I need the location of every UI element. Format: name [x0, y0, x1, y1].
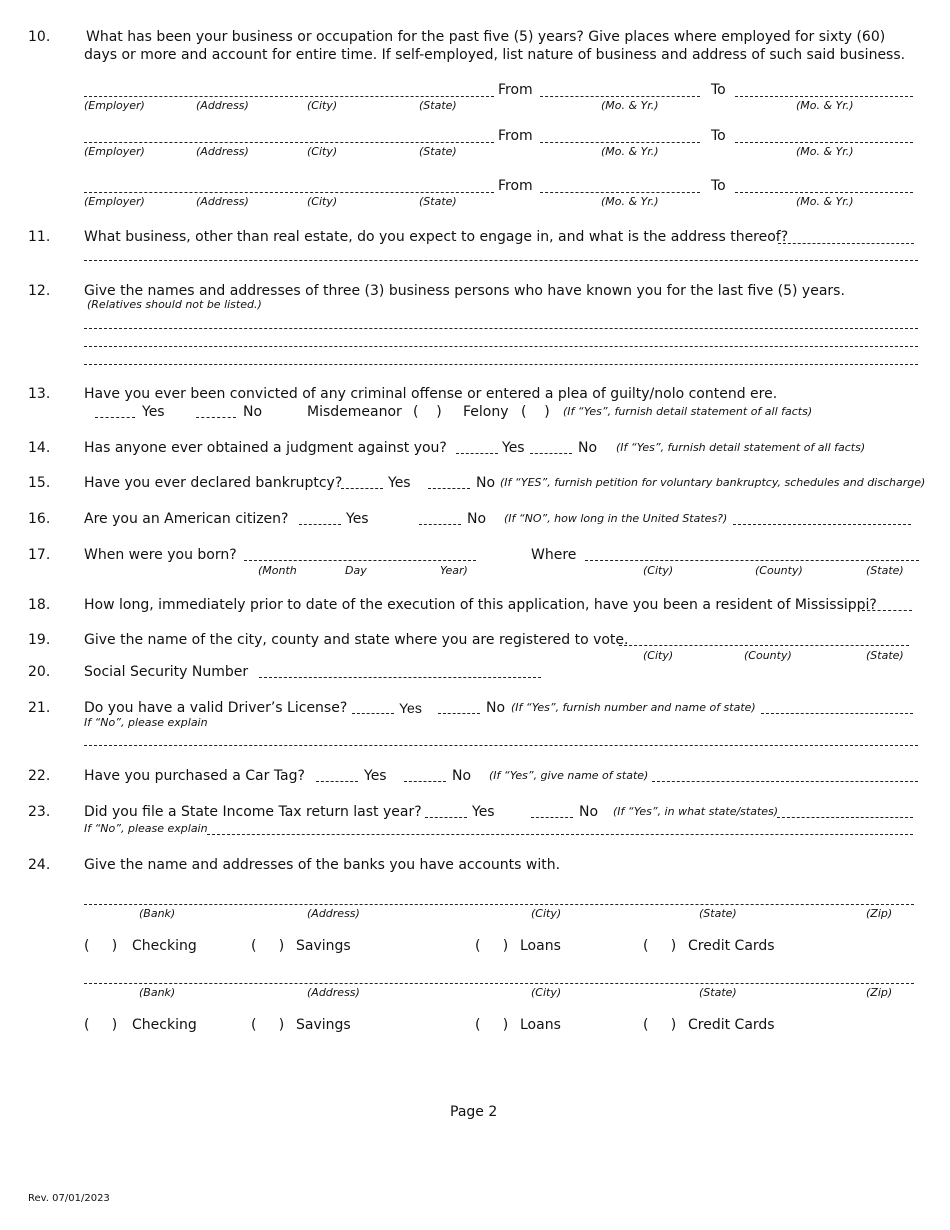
page-number: Page 2	[450, 1104, 498, 1120]
q12-note: (Relatives should not be listed.)	[87, 298, 262, 311]
moyr-caption: (Mo. & Yr.)	[601, 195, 659, 208]
q23-explain: If “No”, please explain	[84, 822, 208, 835]
address-caption: (Address)	[307, 986, 360, 999]
savings-checkbox[interactable]: ( )	[251, 938, 285, 954]
employer-caption: (Employer)	[84, 99, 145, 112]
tax-state-field[interactable]	[777, 817, 913, 818]
employer-caption: (Employer)	[84, 195, 145, 208]
state-caption: (State)	[866, 649, 904, 662]
address-caption: (Address)	[196, 195, 249, 208]
to-field-3[interactable]	[735, 192, 913, 193]
state-caption: (State)	[419, 99, 457, 112]
misdemeanor-checkbox[interactable]: ( )	[413, 404, 442, 420]
moyr-caption: (Mo. & Yr.)	[796, 195, 854, 208]
credit-cards-checkbox[interactable]: ( )	[643, 1017, 677, 1033]
year-caption: Year)	[440, 564, 468, 577]
q24-number: 24.	[28, 857, 51, 873]
employer-field-2[interactable]	[84, 142, 494, 143]
where-label: Where	[531, 547, 577, 563]
q22-text: Have you purchased a Car Tag?	[84, 768, 305, 784]
bank-field-1[interactable]	[84, 904, 914, 905]
misdemeanor-label: Misdemeanor	[307, 404, 402, 420]
q12-field-1[interactable]	[84, 328, 918, 329]
q13-note: (If “Yes”, furnish detail statement of all facts)	[563, 405, 813, 418]
zip-caption: (Zip)	[866, 986, 893, 999]
loans-checkbox[interactable]: ( )	[475, 1017, 509, 1033]
loans-label: Loans	[520, 938, 561, 954]
no-label: No	[243, 404, 263, 420]
q14-no-blank[interactable]	[530, 453, 572, 454]
q13-number: 13.	[28, 386, 51, 402]
no-label: No	[578, 440, 598, 456]
city-caption: (City)	[531, 986, 562, 999]
checking-label: Checking	[132, 1017, 197, 1033]
address-caption: (Address)	[307, 907, 360, 920]
moyr-caption: (Mo. & Yr.)	[796, 99, 854, 112]
month-caption: (Month	[258, 564, 297, 577]
q10-number: 10.	[28, 29, 51, 45]
no-label: No	[476, 475, 496, 491]
q19-text: Give the name of the city, county and state where you are registered to vote.	[84, 632, 629, 648]
savings-checkbox[interactable]: ( )	[251, 1017, 285, 1033]
employer-caption: (Employer)	[84, 145, 145, 158]
county-caption: (County)	[744, 649, 792, 662]
q21-explain: If “No”, please explain	[84, 716, 208, 729]
from-field-1[interactable]	[540, 96, 700, 97]
savings-label: Savings	[296, 938, 351, 954]
zip-caption: (Zip)	[866, 907, 893, 920]
no-label: No	[467, 511, 487, 527]
to-field-2[interactable]	[735, 142, 913, 143]
felony-checkbox[interactable]: ( )	[521, 404, 550, 420]
birthplace-field[interactable]	[585, 560, 919, 561]
loans-checkbox[interactable]: ( )	[475, 938, 509, 954]
q17-number: 17.	[28, 547, 51, 563]
yes-label: Yes	[399, 700, 422, 716]
q22-yes-blank[interactable]	[316, 781, 358, 782]
q13-no-blank[interactable]	[196, 417, 236, 418]
q20-text: Social Security Number	[84, 664, 249, 680]
q23-note: (If “Yes”, in what state/states)	[613, 805, 779, 818]
from-field-3[interactable]	[540, 192, 700, 193]
q16-no-blank[interactable]	[419, 524, 461, 525]
employer-field-1[interactable]	[84, 96, 494, 97]
q12-number: 12.	[28, 283, 51, 299]
q14-yes-blank[interactable]	[456, 453, 498, 454]
q14-note: (If “Yes”, furnish detail statement of all facts)	[616, 441, 866, 454]
savings-label: Savings	[296, 1017, 351, 1033]
yes-label: Yes	[142, 404, 165, 420]
address-caption: (Address)	[196, 145, 249, 158]
birthdate-field[interactable]	[244, 560, 476, 561]
q21-text: Do you have a valid Driver’s License?	[84, 700, 348, 716]
q10-text: What has been your business or occupation for the past five (5) years? Give places where employed for sixty (60)	[86, 29, 886, 45]
to-label: To	[711, 178, 726, 194]
city-caption: (City)	[307, 99, 338, 112]
to-label: To	[711, 128, 726, 144]
q18-number: 18.	[28, 597, 51, 613]
q24-text: Give the name and addresses of the banks you have accounts with.	[84, 857, 561, 873]
bank-caption: (Bank)	[139, 986, 176, 999]
city-caption: (City)	[307, 145, 338, 158]
state-caption: (State)	[419, 195, 457, 208]
credit-cards-checkbox[interactable]: ( )	[643, 938, 677, 954]
yes-label: Yes	[472, 804, 495, 820]
day-caption: Day	[345, 564, 367, 577]
city-caption: (City)	[307, 195, 338, 208]
state-caption: (State)	[866, 564, 904, 577]
bank-field-2[interactable]	[84, 983, 914, 984]
q22-no-blank[interactable]	[404, 781, 446, 782]
license-explain-field[interactable]	[84, 745, 918, 746]
moyr-caption: (Mo. & Yr.)	[601, 145, 659, 158]
state-caption: (State)	[419, 145, 457, 158]
from-label: From	[498, 178, 533, 194]
q21-number: 21.	[28, 700, 51, 716]
q15-note: (If “YES”, furnish petition for voluntary bankruptcy, schedules and discharge)	[500, 476, 926, 489]
q14-number: 14.	[28, 440, 51, 456]
to-label: To	[711, 82, 726, 98]
q23-number: 23.	[28, 804, 51, 820]
q16-yes-blank[interactable]	[299, 524, 341, 525]
q15-text: Have you ever declared bankruptcy?	[84, 475, 343, 491]
from-field-2[interactable]	[540, 142, 700, 143]
q23-no-blank[interactable]	[531, 817, 573, 818]
q20-number: 20.	[28, 664, 51, 680]
q16-duration-field[interactable]	[733, 524, 911, 525]
tax-explain-field[interactable]	[207, 834, 913, 835]
q12-field-3[interactable]	[84, 364, 918, 365]
no-label: No	[486, 700, 506, 716]
state-caption: (State)	[699, 907, 737, 920]
license-field[interactable]	[761, 713, 913, 714]
q13-text: Have you ever been convicted of any criminal offense or entered a plea of guilty/nolo contend ere.	[84, 386, 778, 402]
car-tag-state-field[interactable]	[652, 781, 918, 782]
q21-note: (If “Yes”, furnish number and name of state)	[511, 701, 756, 714]
yes-label: Yes	[502, 440, 525, 456]
loans-label: Loans	[520, 1017, 561, 1033]
q22-number: 22.	[28, 768, 51, 784]
from-label: From	[498, 128, 533, 144]
yes-label: Yes	[346, 511, 369, 527]
address-caption: (Address)	[196, 99, 249, 112]
q18-text: How long, immediately prior to date of the execution of this application, have you been a resident of Mississippi?	[84, 597, 877, 613]
q15-no-blank[interactable]	[428, 488, 470, 489]
felony-label: Felony	[463, 404, 509, 420]
q16-number: 16.	[28, 511, 51, 527]
q21-yes-blank[interactable]	[352, 713, 394, 714]
yes-label: Yes	[388, 475, 411, 491]
city-caption: (City)	[643, 649, 674, 662]
revision-date: Rev. 07/01/2023	[28, 1193, 110, 1204]
q11-text: What business, other than real estate, do you expect to engage in, and what is the address thereof?	[84, 229, 789, 245]
q12-field-2[interactable]	[84, 346, 918, 347]
credit-cards-label: Credit Cards	[688, 1017, 775, 1033]
voter-registration-field[interactable]	[619, 645, 909, 646]
checking-checkbox[interactable]: ( )	[84, 1017, 118, 1033]
q11-number: 11.	[28, 229, 51, 245]
q21-no-blank[interactable]	[438, 713, 480, 714]
q13-yes-blank[interactable]	[95, 417, 135, 418]
ssn-field[interactable]	[259, 677, 541, 678]
q11-field-2[interactable]	[84, 260, 918, 261]
q19-number: 19.	[28, 632, 51, 648]
to-field-1[interactable]	[735, 96, 913, 97]
q15-yes-blank[interactable]	[341, 488, 383, 489]
q23-text: Did you file a State Income Tax return last year?	[84, 804, 422, 820]
state-caption: (State)	[699, 986, 737, 999]
credit-cards-label: Credit Cards	[688, 938, 775, 954]
q16-text: Are you an American citizen?	[84, 511, 289, 527]
employer-field-3[interactable]	[84, 192, 494, 193]
from-label: From	[498, 82, 533, 98]
checking-label: Checking	[132, 938, 197, 954]
q14-text: Has anyone ever obtained a judgment against you?	[84, 440, 447, 456]
bank-caption: (Bank)	[139, 907, 176, 920]
no-label: No	[452, 768, 472, 784]
q12-text: Give the names and addresses of three (3) business persons who have known you for the last five (5) years.	[84, 283, 845, 299]
checking-checkbox[interactable]: ( )	[84, 938, 118, 954]
residency-field[interactable]	[862, 610, 912, 611]
q17-text: When were you born?	[84, 547, 237, 563]
q22-note: (If “Yes”, give name of state)	[489, 769, 649, 782]
city-caption: (City)	[531, 907, 562, 920]
moyr-caption: (Mo. & Yr.)	[601, 99, 659, 112]
yes-label: Yes	[364, 768, 387, 784]
q15-number: 15.	[28, 475, 51, 491]
q23-yes-blank[interactable]	[425, 817, 467, 818]
q10-text-2: days or more and account for entire time. If self-employed, list nature of business and address of such said business.	[84, 47, 906, 63]
q16-note: (If “NO”, how long in the United States?)	[504, 512, 728, 525]
no-label: No	[579, 804, 599, 820]
moyr-caption: (Mo. & Yr.)	[796, 145, 854, 158]
q11-field[interactable]	[778, 243, 914, 244]
county-caption: (County)	[755, 564, 803, 577]
city-caption: (City)	[643, 564, 674, 577]
